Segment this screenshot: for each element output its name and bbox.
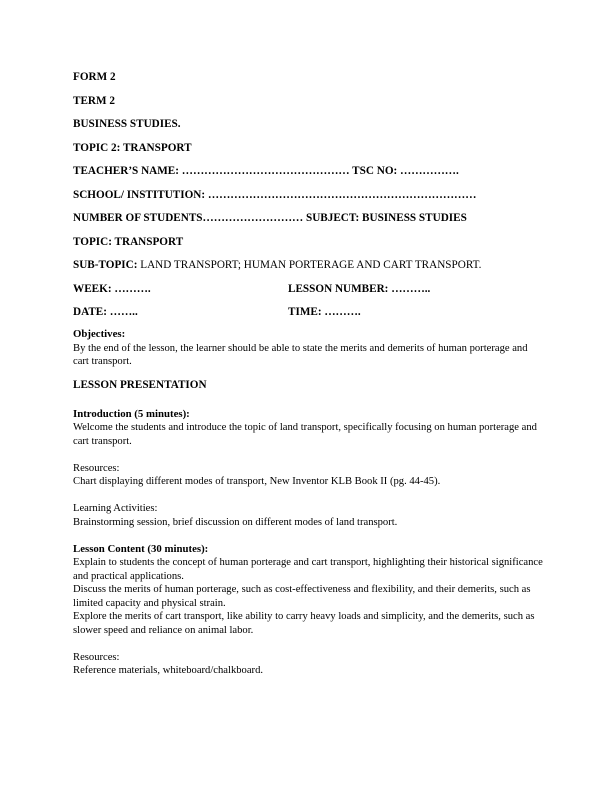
lesson-content-resources-text: Reference materials, whiteboard/chalkboard. [73, 665, 264, 676]
objectives-title: Objectives: [73, 328, 126, 340]
subtopic-label: SUB-TOPIC: [73, 259, 138, 271]
introduction-activities [73, 502, 543, 529]
lesson-content-section [73, 543, 543, 638]
term-line: TERM 2 [73, 94, 115, 107]
week-field: WEEK: ………. [73, 282, 151, 295]
lesson-content-p1: Explain to students the concept of human porterage and cart transport, highlighting their historical significance and practical applications. [73, 557, 543, 582]
week-lesson-row [73, 282, 543, 296]
time-field: TIME: ………. [288, 306, 361, 318]
introduction-activities-label: Learning Activities: [73, 503, 158, 514]
students-subject-line: NUMBER OF STUDENTS……………………… SUBJECT: BUSINESS STUDIES [73, 212, 467, 224]
lesson-content-resources [73, 651, 543, 678]
subject-line: BUSINESS STUDIES. [73, 118, 181, 130]
subtopic-value: LAND TRANSPORT; HUMAN PORTERAGE AND CART TRANSPORT. [137, 259, 482, 271]
lesson-number-field: LESSON NUMBER: ……….. [288, 282, 431, 295]
introduction-title: Introduction (5 minutes): [73, 407, 190, 420]
lesson-presentation-title: LESSON PRESENTATION [73, 378, 207, 391]
lesson-content-title: Lesson Content (30 minutes): [73, 542, 209, 555]
introduction-resources-label: Resources: [73, 462, 120, 474]
introduction-section [73, 408, 543, 449]
form-line: FORM 2 [73, 71, 116, 83]
lesson-content-resources-label: Resources: [73, 651, 120, 663]
lesson-plan-page [73, 70, 543, 678]
subtopic-line [73, 258, 543, 272]
teacher-name-line: TEACHER’S NAME: ……………………………………… TSC NO: ……………. [73, 165, 459, 177]
lesson-content-p2: Discuss the merits of human porterage, such as cost-effectiveness and flexibility, and their demerits, such as limited capacity and physical strain. [73, 584, 531, 609]
introduction-text: Welcome the students and introduce the topic of land transport, specifically focusing on human porterage and cart transport. [73, 422, 537, 447]
objectives-section [73, 328, 543, 369]
school-line: SCHOOL/ INSTITUTION: ……………………………………………………………… [73, 188, 477, 201]
introduction-activities-text: Brainstorming session, brief discussion on different modes of land transport. [73, 516, 398, 528]
introduction-resources-text: Chart displaying different modes of transport, New Inventor KLB Book II (pg. 44-45). [73, 476, 441, 487]
topic-line: TOPIC: TRANSPORT [73, 235, 184, 248]
introduction-resources [73, 462, 543, 489]
objectives-text: By the end of the lesson, the learner should be able to state the merits and demerits of human porterage and cart transport. [73, 342, 528, 367]
date-time-row [73, 305, 543, 319]
lesson-content-p3: Explore the merits of cart transport, like ability to carry heavy loads and simplicity, and the demerits, such as slower speed and reliance on animal labor. [73, 611, 535, 636]
topic-number-line: TOPIC 2: TRANSPORT [73, 141, 192, 154]
date-field: DATE: …….. [73, 306, 138, 318]
